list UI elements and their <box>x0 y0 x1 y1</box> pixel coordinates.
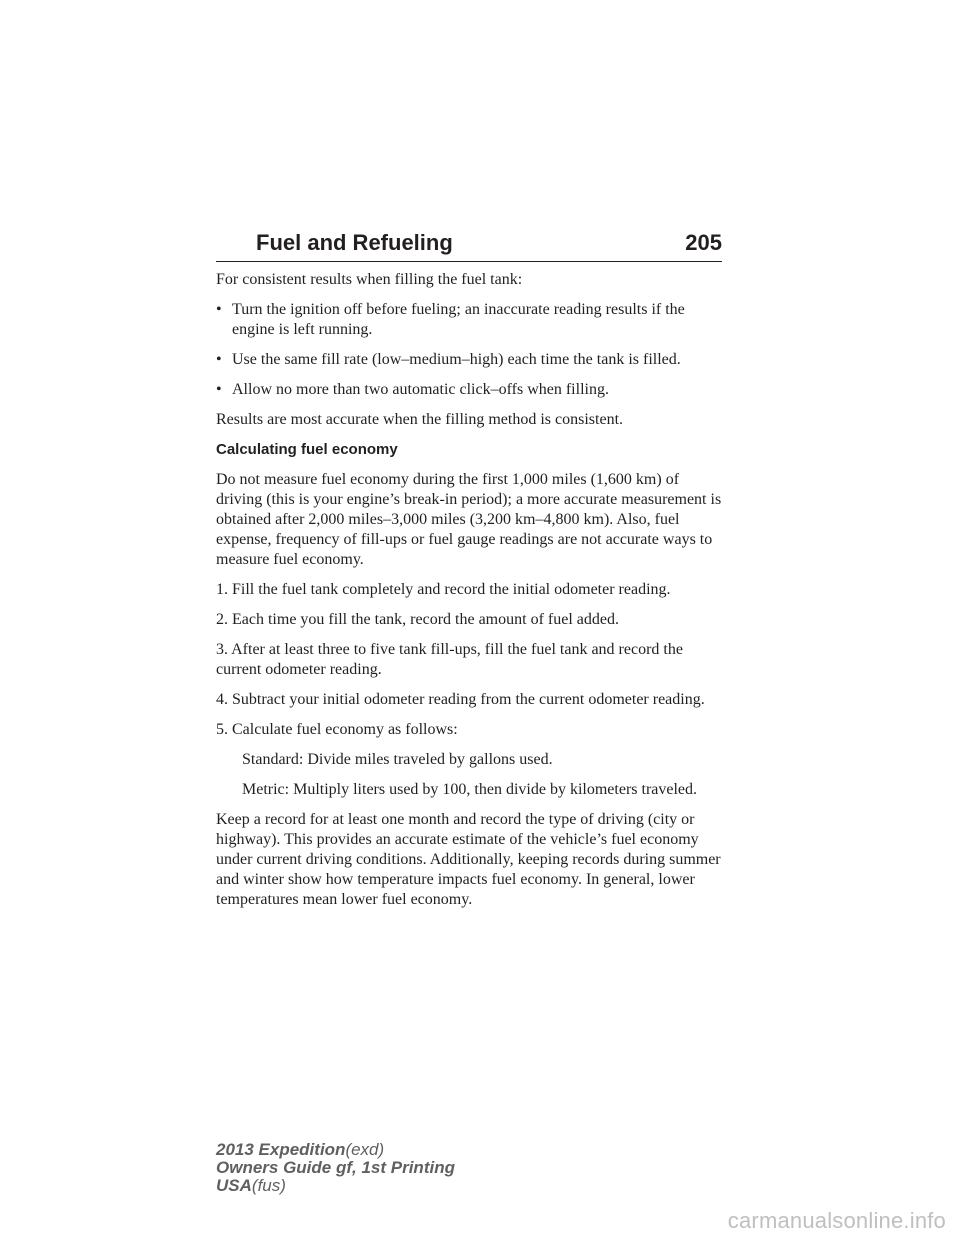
list-item <box>216 380 726 400</box>
footer-line-3 <box>216 1177 455 1195</box>
list-item <box>216 300 726 340</box>
step-3: 3. After at least three to five tank fill-ups, fill the fuel tank and record the current odometer reading. <box>216 641 683 678</box>
tips-list <box>216 300 726 400</box>
page-number: 205 <box>685 230 722 255</box>
bullet-icon: • <box>216 301 222 318</box>
page-header <box>216 228 722 262</box>
print-footer <box>216 1141 455 1195</box>
list-item-text: Allow no more than two automatic click–offs when filling. <box>232 381 609 398</box>
page-content <box>216 270 726 920</box>
section-intro: Do not measure fuel economy during the first 1,000 miles (1,600 km) of driving (this is your engine’s break-in period); a more accurate measurement is obtained after 2,000 miles–3,000 miles (3,200 km–4,800 km). Also, fuel expense, frequency of fill-ups or fuel gauge readings are not accurate ways to measure fuel economy. <box>216 471 722 568</box>
step-5: 5. Calculate fuel economy as follows: <box>216 721 458 738</box>
formula-metric: Metric: Multiply liters used by 100, then divide by kilometers traveled. <box>242 781 698 798</box>
footer-line-2: Owners Guide gf, 1st Printing <box>216 1158 455 1177</box>
page-title: Fuel and Refueling <box>256 230 453 255</box>
intro-paragraph: For consistent results when filling the fuel tank: <box>216 271 523 288</box>
bullet-icon: • <box>216 381 222 398</box>
list-item-text: Turn the ignition off before fueling; an inaccurate reading results if the engine is left running. <box>232 301 685 338</box>
results-note: Results are most accurate when the filling method is consistent. <box>216 411 624 428</box>
header-rule <box>216 261 722 262</box>
footer-region-code: (fus) <box>251 1176 286 1195</box>
footer-model: 2013 Expedition <box>216 1140 346 1159</box>
step-2: 2. Each time you fill the tank, record the amount of fuel added. <box>216 611 619 628</box>
list-item-text: Use the same fill rate (low–medium–high) each time the tank is filled. <box>232 351 681 368</box>
list-item <box>216 350 726 370</box>
formula-standard: Standard: Divide miles traveled by gallons used. <box>242 751 553 768</box>
step-1: 1. Fill the fuel tank completely and record the initial odometer reading. <box>216 581 671 598</box>
footer-model-code: (exd) <box>345 1140 385 1159</box>
closing-paragraph: Keep a record for at least one month and record the type of driving (city or highway). This provides an accurate estimate of the vehicle’s fuel economy under current driving conditions. Additionally, keeping records during summer and winter show how temperature impacts fuel economy. In general, lower temperatures mean lower fuel economy. <box>216 811 721 908</box>
footer-region: USA <box>216 1176 252 1195</box>
footer-line-1 <box>216 1141 455 1159</box>
step-4: 4. Subtract your initial odometer reading from the current odometer reading. <box>216 691 705 708</box>
watermark: carmanualsonline.info <box>727 1208 946 1233</box>
bullet-icon: • <box>216 351 222 368</box>
section-heading: Calculating fuel economy <box>216 441 398 458</box>
